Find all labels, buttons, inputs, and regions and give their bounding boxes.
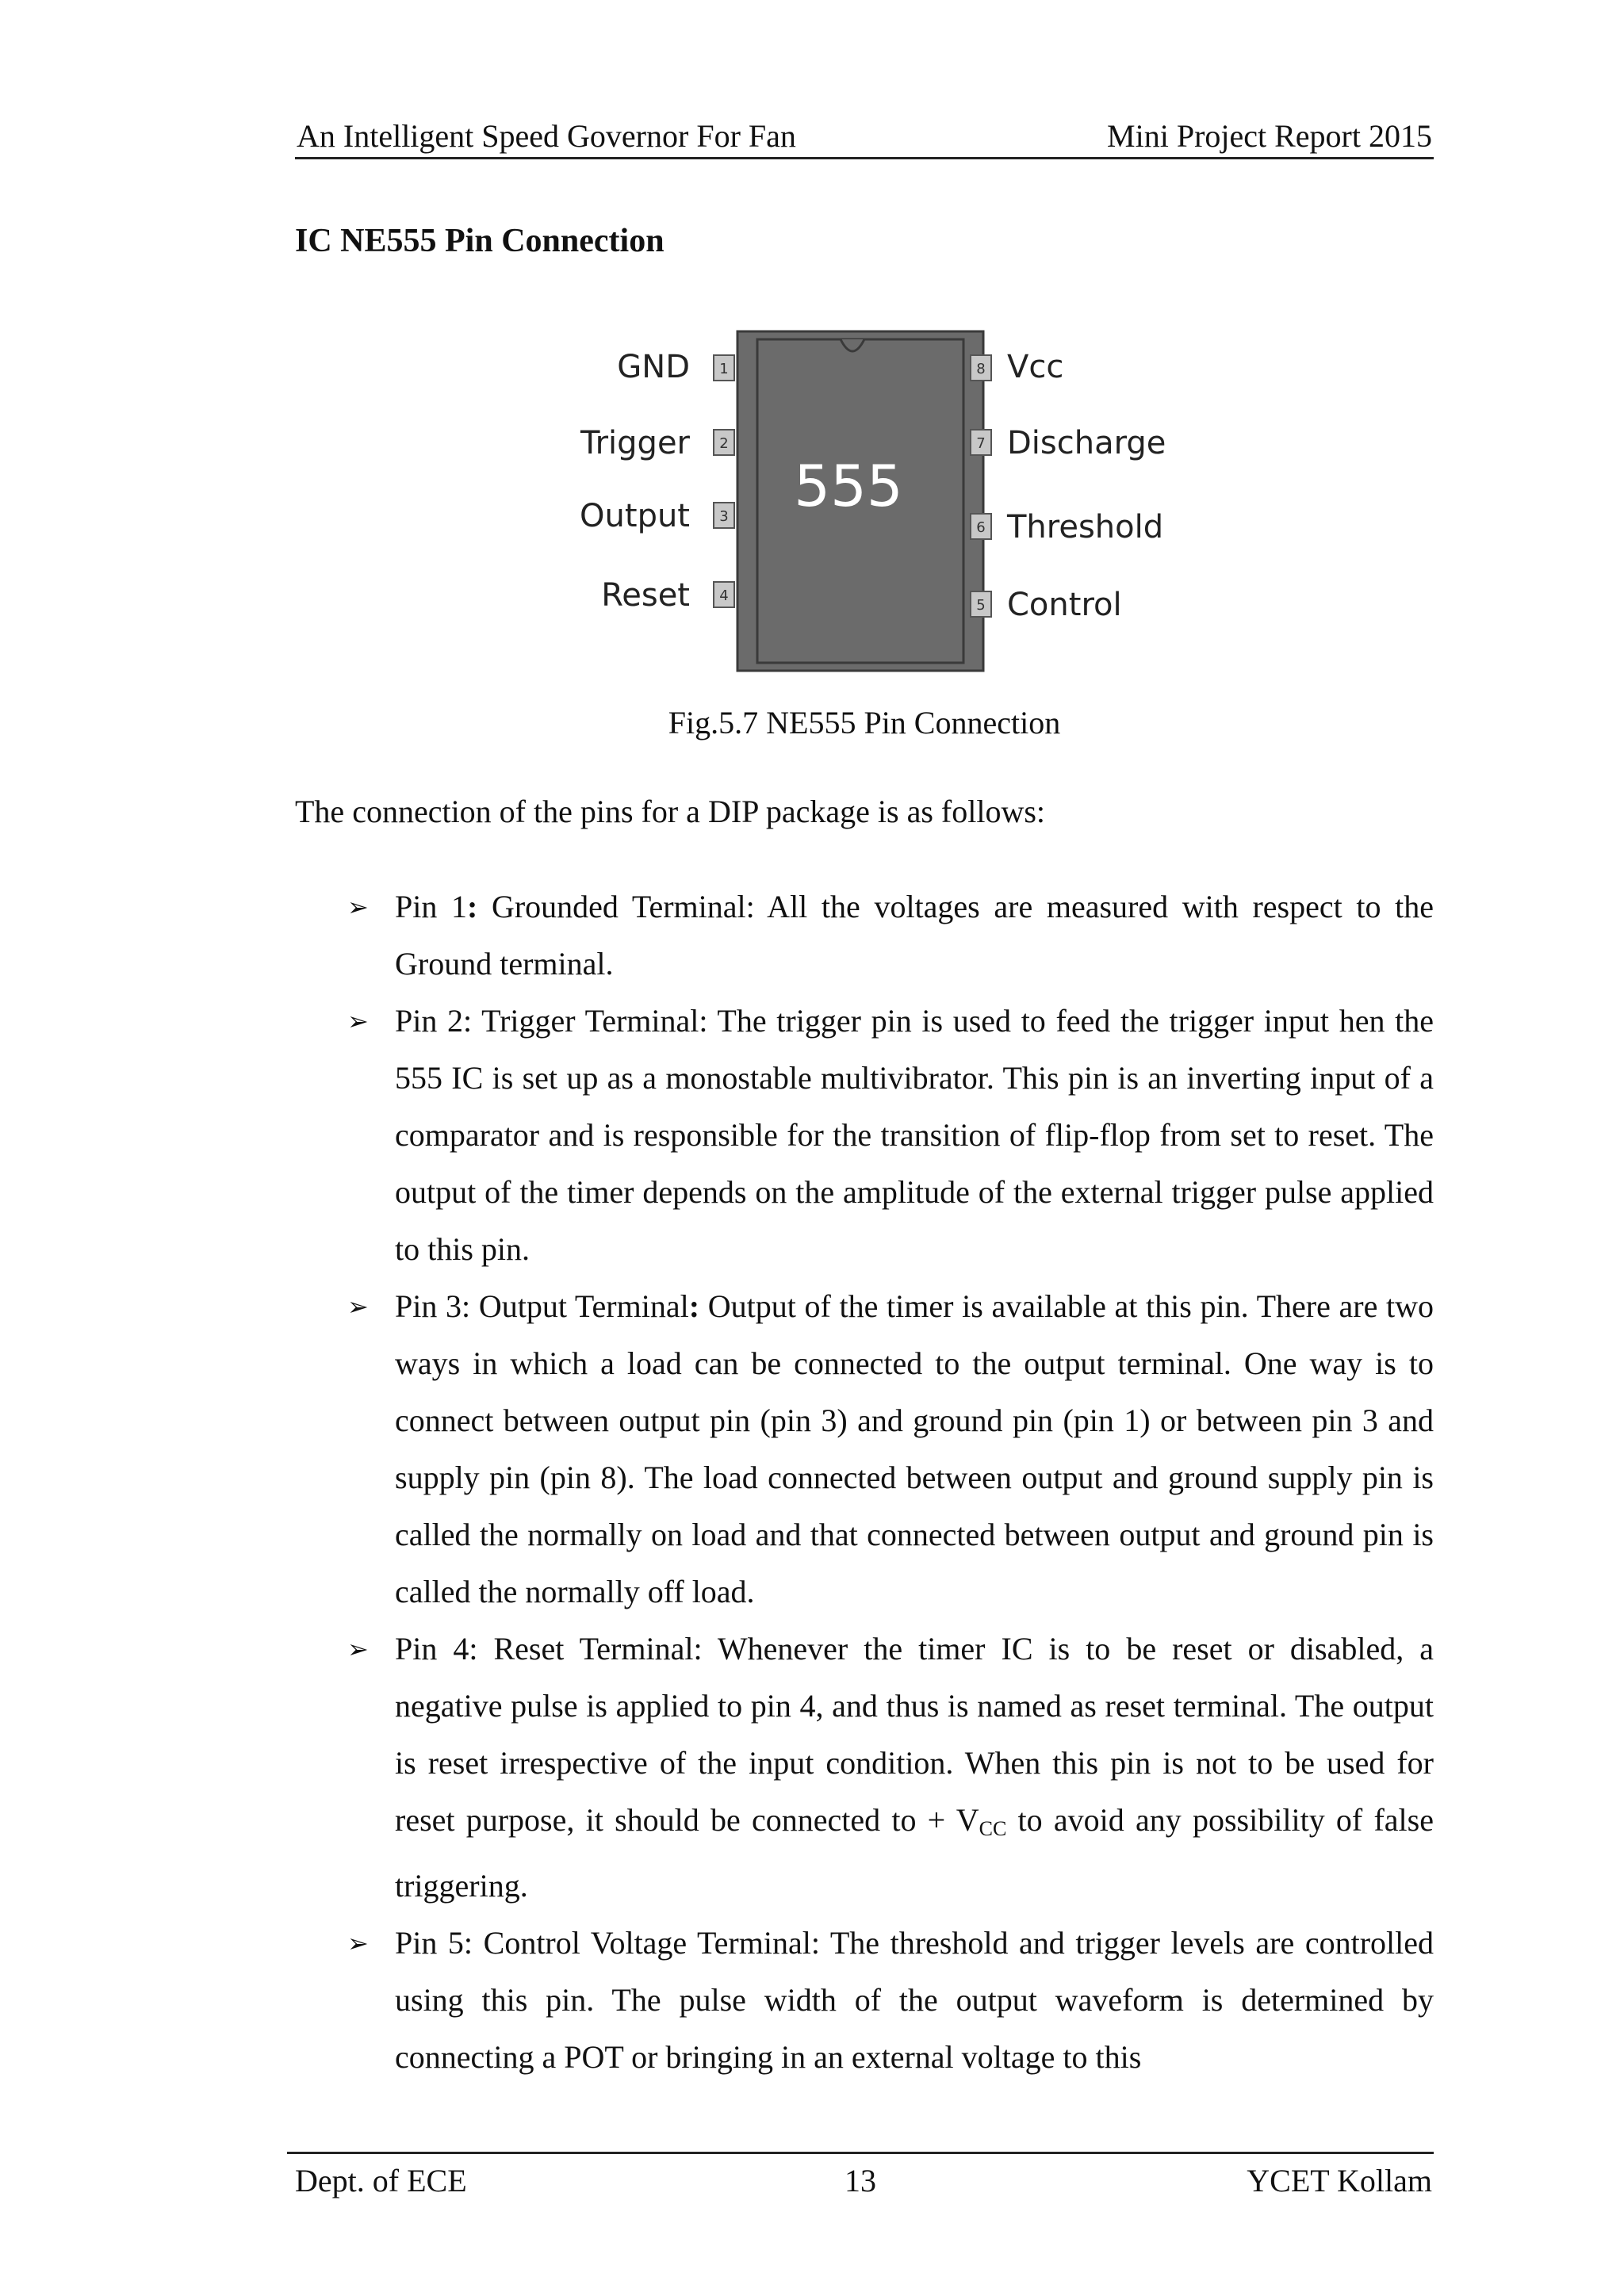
figure-caption: Fig.5.7 NE555 Pin Connection [668,705,1061,740]
pin-text: Output of the timer is available at this pin. There are two ways in which a load can be connected to the output terminal. One way is to connect between output pin (pin 3) and ground pin (pin 1) or between pin 3 and supply pin (pin 8). The load connected between output and ground supply pin is called the normally on load and that connected between output and ground pin is called the normally off load. [395,1288,1434,1609]
pin-text: Grounded Terminal: All the voltages are measured with respect to the Ground terminal. [395,889,1434,982]
vcc-subscript: CC [979,1817,1007,1840]
list-item [295,1915,1434,2086]
pin-8-label: Vcc [1007,349,1064,385]
arrow-bullet-icon: ➢ [347,1928,369,1958]
list-item [295,1278,1434,1621]
list-item [295,1621,1434,1915]
page-number: 13 [845,2163,876,2198]
intro-paragraph: The connection of the pins for a DIP package is as follows: [295,794,1046,829]
pin-5-label: Control [1007,587,1122,623]
ne555-pin-diagram [571,317,1174,682]
pin-lead: Pin 4: [395,1631,478,1667]
pin-3-number: 3 [719,508,729,525]
page-header [295,113,1434,159]
arrow-bullet-icon: ➢ [347,1634,369,1664]
list-item [295,993,1434,1278]
header-title: An Intelligent Speed Governor For Fan [297,118,796,154]
pin-text: Reset Terminal: Whenever the timer IC is to be reset or disabled, a negative pulse is applied to pin 4, and thus is named as reset terminal. The output is reset irrespective of the input condition. When this pin is not to be used for reset purpose, it should be connected to + V [395,1631,1434,1838]
pin-colon: : [688,1288,700,1324]
pin-text: Control Voltage Terminal: The threshold and trigger levels are controlled using this pin. The pulse width of the output waveform is determined by connecting a POT or bringing in an external voltage to this [395,1925,1434,2075]
pin-7-label: Discharge [1007,425,1166,461]
pin-lead: Pin 2: [395,1003,473,1039]
list-item [295,878,1434,993]
pin-text: Trigger Terminal: The trigger pin is used to feed the trigger input hen the 555 IC is set up as a monostable multivibrator. This pin is an inverting input of a comparator and is responsible for the transition of flip-flop from set to reset. The output of the timer depends on the amplitude of the external trigger pulse applied to this pin. [395,1003,1434,1267]
footer-department: Dept. of ECE [295,2163,467,2198]
pin-1-label: GND [617,349,690,385]
pin-colon: : [467,889,478,924]
pin-4-number: 4 [719,587,729,604]
pin-2-label: Trigger [580,425,690,461]
page-footer [287,2152,1434,2218]
footer-college: YCET Kollam [1247,2163,1432,2198]
pin-2-number: 2 [719,435,729,452]
chip-label: 555 [794,453,903,519]
section-title: IC NE555 Pin Connection [295,223,665,259]
pin-7-number: 7 [976,435,986,452]
pin-text-continued: to avoid any possibility of false triggering. [395,1802,1434,1904]
pin-lead: Pin 3: Output Terminal [395,1288,689,1324]
pin-lead: Pin 5: [395,1925,473,1961]
pin-8-number: 8 [976,361,986,377]
pin-6-label: Threshold [1007,509,1164,545]
pin-4-label: Reset [601,577,690,614]
pin-6-number: 6 [976,519,986,536]
header-report: Mini Project Report 2015 [1107,118,1432,154]
pin-5-number: 5 [976,597,986,614]
arrow-bullet-icon: ➢ [347,1292,369,1322]
arrow-bullet-icon: ➢ [347,892,369,922]
pin-description-list [295,878,1434,2086]
pin-3-label: Output [580,498,690,534]
pin-lead: Pin 1 [395,889,467,924]
pin-1-number: 1 [719,361,729,377]
arrow-bullet-icon: ➢ [347,1006,369,1036]
chip-diagram-svg [571,317,1174,682]
